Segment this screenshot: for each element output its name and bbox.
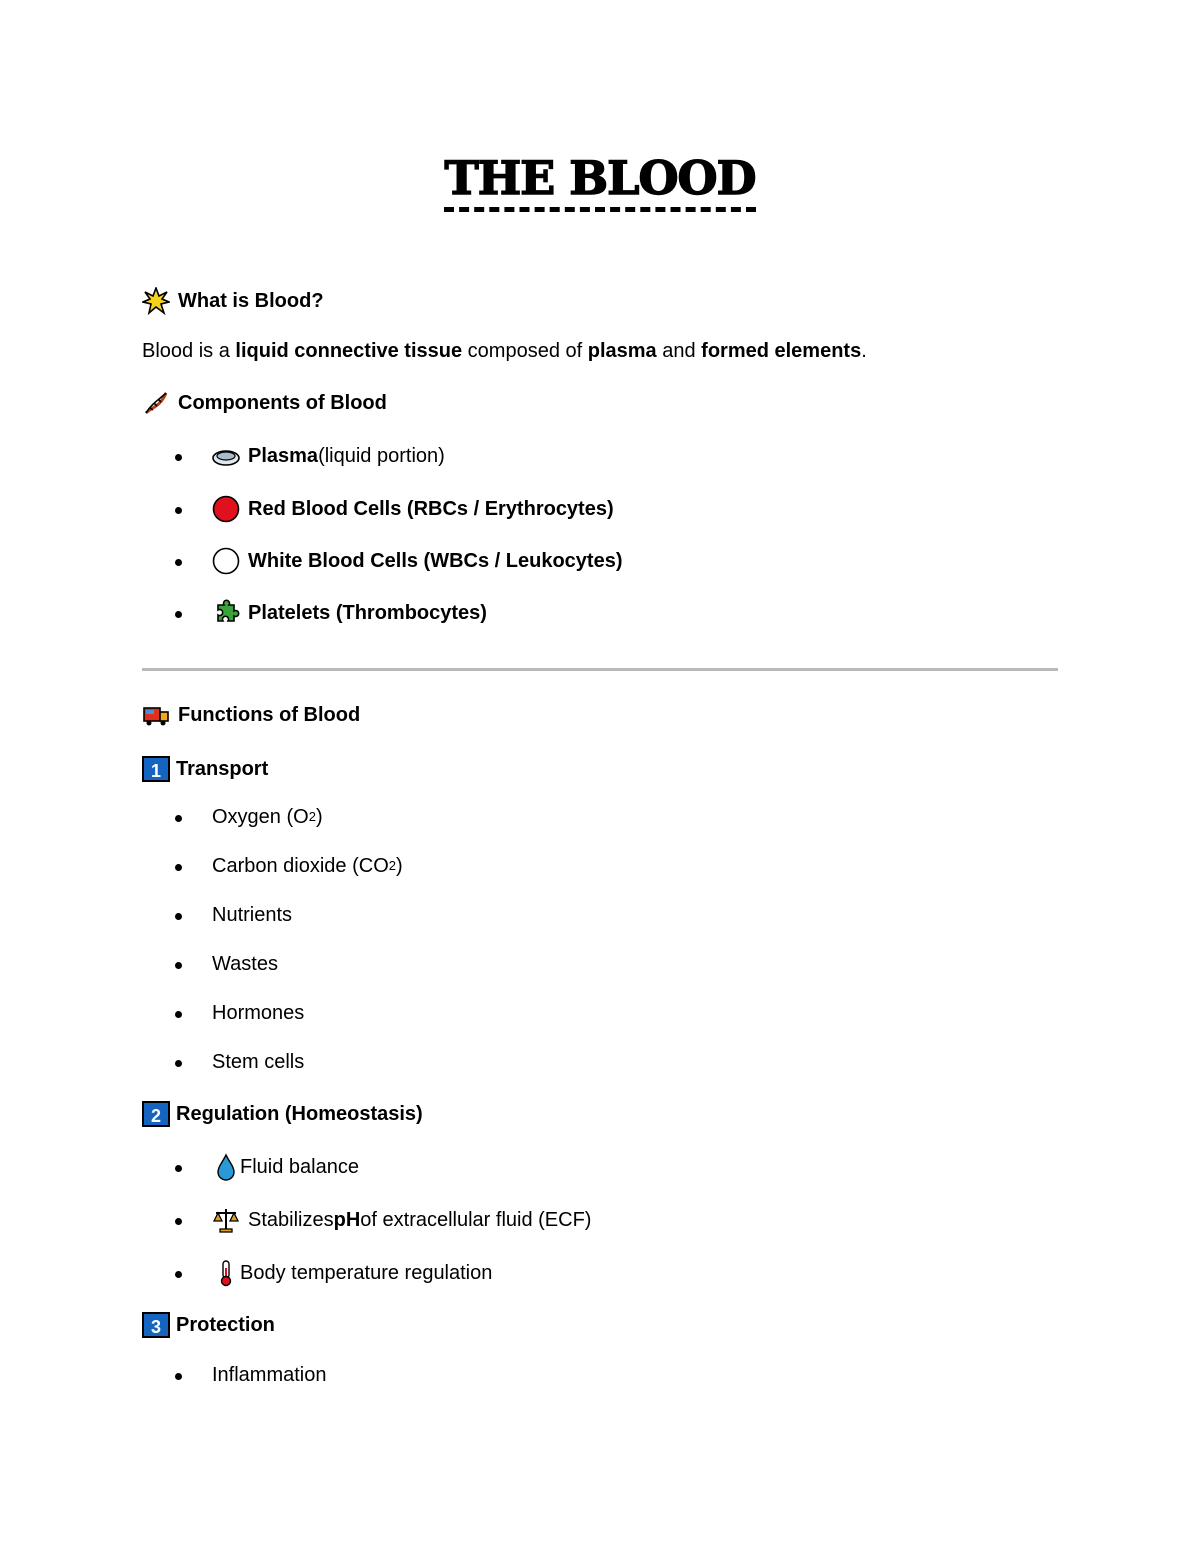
page-title: THE BLOOD xyxy=(0,150,1200,206)
bullet xyxy=(175,1271,182,1278)
component-wbc: White Blood Cells (WBCs / Leukocytes) xyxy=(212,547,622,575)
thermometer-icon xyxy=(212,1259,236,1287)
regulation-item: Body temperature regulation xyxy=(212,1259,492,1287)
transport-item: Oxygen (O 2 ) xyxy=(212,806,323,828)
number-badge: 2 xyxy=(142,1101,170,1127)
bullet xyxy=(175,864,182,871)
divider xyxy=(142,668,1058,671)
bullet xyxy=(175,1218,182,1225)
bullet xyxy=(175,1165,182,1172)
transport-item: Carbon dioxide (CO 2 ) xyxy=(212,855,403,877)
puzzle-icon xyxy=(212,599,240,627)
bullet xyxy=(175,559,182,566)
functions-heading: Functions of Blood xyxy=(142,701,360,729)
protection-heading: 3 Protection xyxy=(142,1311,275,1339)
bullet xyxy=(175,611,182,618)
bullet xyxy=(175,1373,182,1380)
component-plasma: Plasma (liquid portion) xyxy=(212,442,445,470)
components-heading: Components of Blood xyxy=(142,389,387,417)
red-circle-icon xyxy=(212,495,240,523)
regulation-heading: 2 Regulation (Homeostasis) xyxy=(142,1100,423,1128)
plasma-dish-icon xyxy=(212,442,240,470)
bullet xyxy=(175,1011,182,1018)
component-rbc: Red Blood Cells (RBCs / Erythrocytes) xyxy=(212,495,614,523)
sparkle-icon xyxy=(142,287,170,315)
number-badge: 3 xyxy=(142,1312,170,1338)
scales-icon xyxy=(212,1206,240,1234)
regulation-item: Stabilizes pH of extracellular fluid (ECF) xyxy=(212,1206,591,1234)
number-badge: 1 xyxy=(142,756,170,782)
bullet xyxy=(175,913,182,920)
bullet xyxy=(175,815,182,822)
transport-heading: 1 Transport xyxy=(142,755,268,783)
transport-item: Nutrients xyxy=(212,904,293,926)
dna-icon xyxy=(142,389,170,417)
white-circle-icon xyxy=(212,547,240,575)
droplet-icon xyxy=(212,1153,236,1181)
bullet xyxy=(175,507,182,514)
transport-item: Stem cells xyxy=(212,1051,305,1073)
transport-item: Wastes xyxy=(212,953,278,975)
regulation-item: Fluid balance xyxy=(212,1153,359,1181)
blood-definition: Blood is a liquid connective tissue composed of plasma and formed elements. xyxy=(142,340,867,362)
truck-icon xyxy=(142,701,170,729)
component-platelets: Platelets (Thrombocytes) xyxy=(212,599,487,627)
protection-item: Inflammation xyxy=(212,1364,327,1386)
what-is-blood-heading: What is Blood? xyxy=(142,287,324,315)
bullet xyxy=(175,454,182,461)
bullet xyxy=(175,962,182,969)
transport-item: Hormones xyxy=(212,1002,305,1024)
bullet xyxy=(175,1060,182,1067)
